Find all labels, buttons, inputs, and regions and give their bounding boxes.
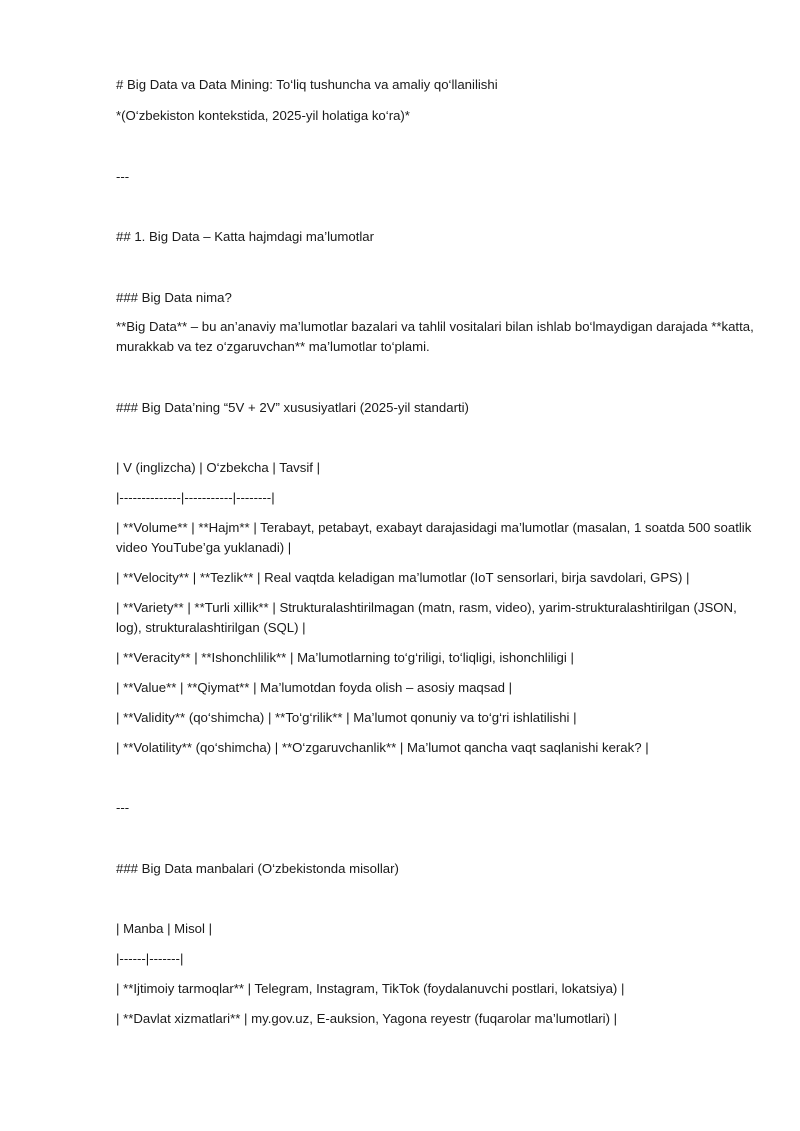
paragraph: **Big Data** – bu an’anaviy ma’lumotlar bazalari va tahlil vositalari bilan ishlab bo‘lmaydigan darajada **katta, murakkab va tez o‘zgaruvchan** ma’lumotlar to‘plami. [116, 319, 754, 354]
table-row: | **Velocity** | **Tezlik** | Real vaqtda keladigan ma’lumotlar (IoT sensorlari, birja savdolari, GPS) | [116, 570, 690, 585]
subsection-heading: ### Big Data manbalari (O‘zbekistonda misollar) [116, 861, 399, 876]
table-row: | **Volatility** (qo‘shimcha) | **O‘zgaruvchanlik** | Ma’lumot qancha vaqt saqlanishi kerak? | [116, 740, 649, 755]
table-row: | **Validity** (qo‘shimcha) | **To‘g‘rilik** | Ma’lumot qonuniy va to‘g‘ri ishlatilishi | [116, 710, 577, 725]
section-heading: ## 1. Big Data – Katta hajmdagi ma’lumotlar [116, 229, 375, 244]
table-row: | **Variety** | **Turli xillik** | Strukturalashtirilmagan (matn, rasm, video), yarim-strukturalashtirilgan (JSON, log), strukturalashtirilgan (SQL) | [116, 600, 737, 635]
table-row: | **Volume** | **Hajm** | Terabayt, petabayt, exabayt darajasidagi ma’lumotlar (masalan, 1 soatda 500 soatlik video YouTube’ga yuklanadi) | [116, 520, 752, 555]
horizontal-rule: --- [116, 169, 130, 184]
table-row: | **Veracity** | **Ishonchlilik** | Ma’lumotlarning to‘g‘riligi, to‘liqligi, ishonchliligi | [116, 650, 574, 665]
subsection-heading: ### Big Data’ning “5V + 2V” xususiyatlari (2025-yil standarti) [116, 400, 469, 415]
table-header-row: | Manba | Misol | [116, 921, 213, 936]
table-separator-row: |--------------|-----------|--------| [116, 490, 275, 505]
doc-title: # Big Data va Data Mining: To‘liq tushuncha va amaliy qo‘llanilishi [116, 77, 498, 92]
table-row: | **Davlat xizmatlari** | my.gov.uz, E-auksion, Yagona reyestr (fuqarolar ma’lumotlari) | [116, 1011, 618, 1026]
table-row: | **Ijtimoiy tarmoqlar** | Telegram, Instagram, TikTok (foydalanuvchi postlari, lokatsiya) | [116, 981, 625, 996]
subsection-heading: ### Big Data nima? [116, 290, 232, 305]
table-header-row: | V (inglizcha) | O‘zbekcha | Tavsif | [116, 460, 321, 475]
horizontal-rule: --- [116, 800, 130, 815]
table-separator-row: |------|-------| [116, 951, 184, 966]
table-row: | **Value** | **Qiymat** | Ma’lumotdan foyda olish – asosiy maqsad | [116, 680, 513, 695]
doc-subtitle: *(O‘zbekiston kontekstida, 2025-yil holatiga ko‘ra)* [116, 108, 410, 123]
